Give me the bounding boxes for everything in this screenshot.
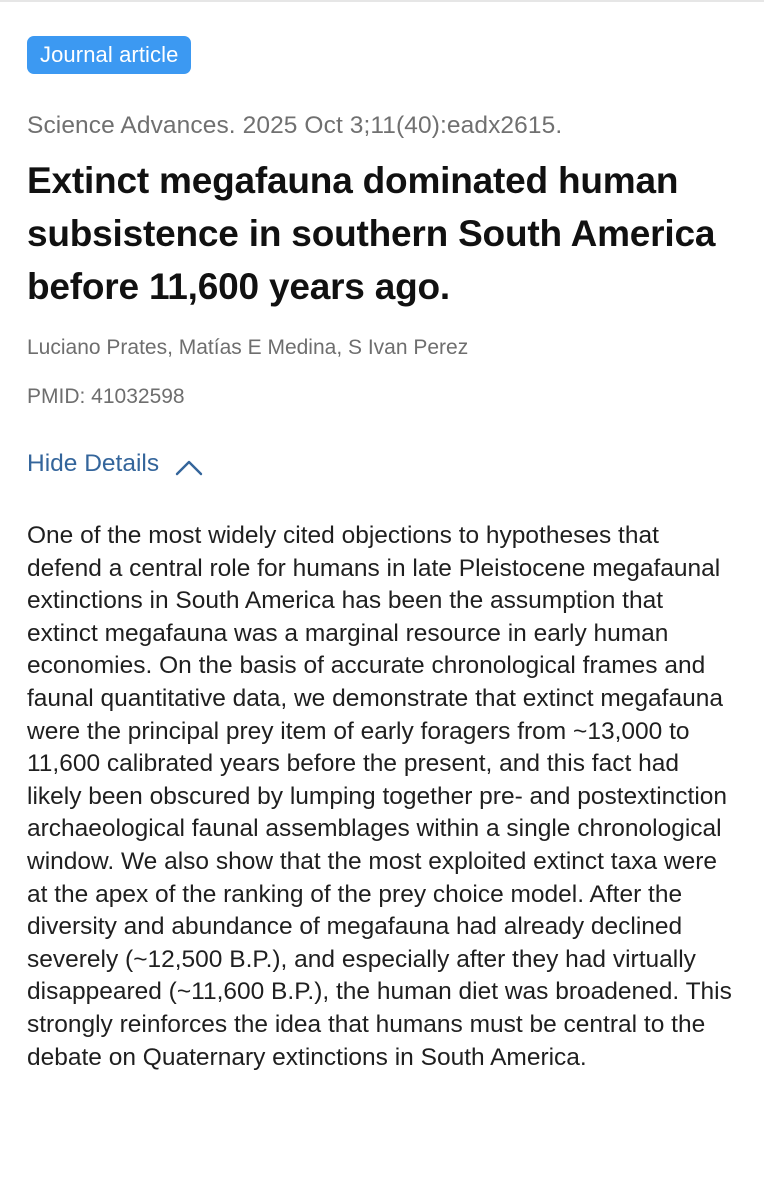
article-title: Extinct megafauna dominated human subsistence in southern South America before 11,600 years ago. [27,160,716,307]
hide-details-label: Hide Details [27,450,160,477]
article-card [27,36,739,1074]
abstract-text: One of the most widely cited objections to hypotheses that defend a central role for humans in late Pleistocene megafaunal extinctions in South America has been the assumption that extinct megafauna was a marginal resource in early human economies. On the basis of accurate chronological frames and faunal quantitative data, we demonstrate that extinct megafauna were the principal prey item of early foragers from ~13,000 to 11,600 calibrated years before the present, and this fact had likely been obscured by lumping together pre- and postextinction archaeological faunal assemblages within a single chronological window. We also show that the most exploited extinct taxa were at the apex of the ranking of the prey choice model. After the diversity and abundance of megafauna had already declined severely (~12,500 B.P.), and especially after they had virtually disappeared (~11,600 B.P.), the human diet was broadened. This strongly reinforces the idea that humans must be central to the debate on Quaternary extinctions in South America. [27,522,732,1071]
hide-details-button[interactable] [27,448,204,480]
chevron-up-icon [174,454,204,474]
article-type-badge: Journal article [27,36,191,74]
author-list: Luciano Prates, Matías E Medina, S Ivan Perez [27,336,469,359]
journal-citation: Science Advances. 2025 Oct 3;11(40):eadx2615. [27,112,563,139]
top-divider [0,0,764,2]
pmid-label: PMID: 41032598 [27,385,185,408]
